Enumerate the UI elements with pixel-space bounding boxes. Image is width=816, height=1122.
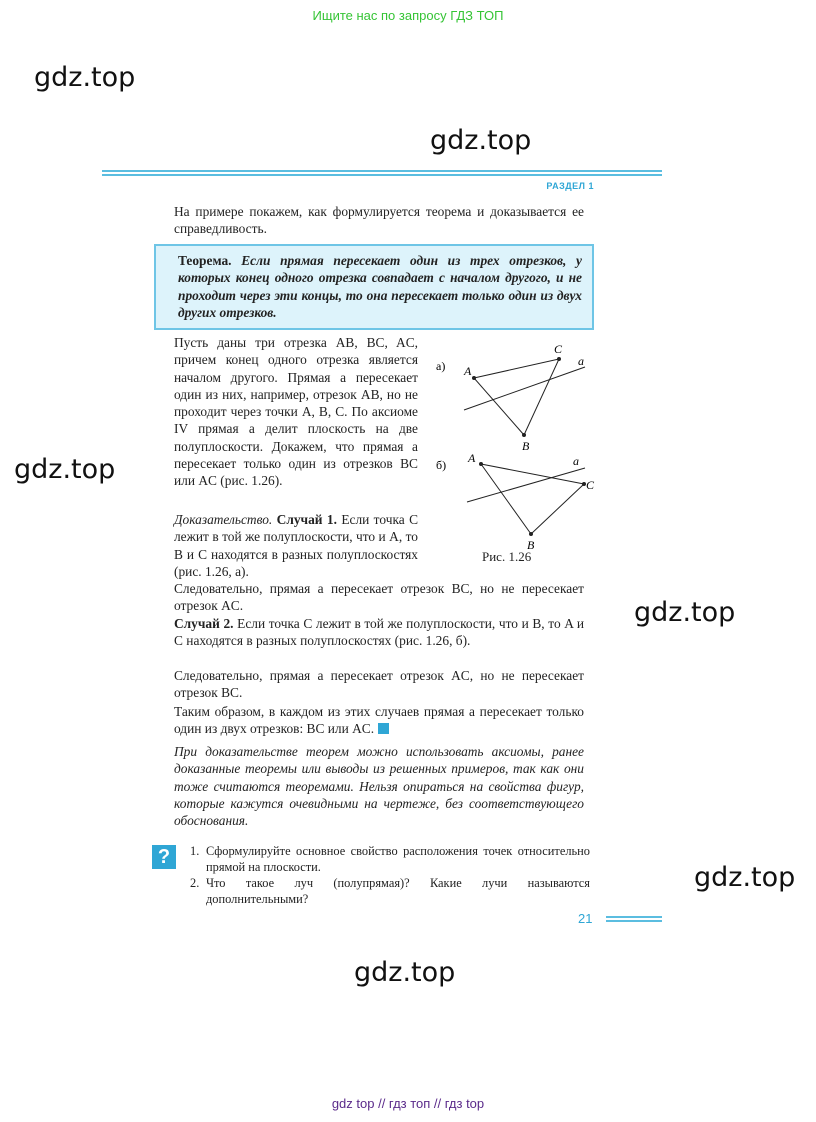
label-line-a-b: a [573, 454, 579, 468]
intro-paragraph: На примере покажем, как формулируется теорема и доказывается ее справедливость. [174, 204, 584, 237]
question-text: Сформулируйте основное свойство расположения точек относительно прямой на плоскости. [206, 844, 590, 874]
figure-1-26 [430, 340, 610, 555]
page-number: 21 [578, 911, 593, 926]
watermark: gdz.top [354, 957, 456, 988]
question-item [190, 875, 590, 907]
watermark: gdz.top [14, 454, 116, 485]
line-a-panel-a [464, 367, 585, 410]
point-b-a [522, 433, 526, 437]
question-number: 1. [190, 844, 200, 858]
label-a-b: A [468, 451, 476, 465]
question-item [190, 843, 590, 875]
label-b-b: B [527, 538, 535, 552]
questions-list [190, 843, 590, 907]
case1-label: Случай 1. [276, 512, 337, 527]
label-c-a: C [554, 342, 563, 356]
segment-bc-b [531, 484, 584, 534]
question-icon: ? [152, 845, 176, 869]
watermark: gdz.top [34, 62, 136, 93]
figure-caption: Рис. 1.26 [482, 549, 532, 564]
footer-rule [606, 916, 662, 924]
case2-text: Если точка C лежит в той же полуплоскости, что и B, то A и C находятся в разных полуплоскостях (рис. 1.26, б). [174, 616, 584, 649]
case1-text: Если точка C лежит в той же полуплоскости, что и A, то B и C находятся в разных полуплоскостях (рис. 1.26, а). [174, 512, 418, 579]
point-c-a [557, 357, 561, 361]
segment-ab-a [474, 378, 524, 435]
watermark: gdz.top [634, 597, 736, 628]
question-text: Что такое луч (полупрямая)? Какие лучи называются дополнительными? [206, 876, 590, 906]
segment-ab-b [481, 464, 531, 534]
segment-bc-a [524, 359, 559, 435]
segment-ac-b [481, 464, 584, 484]
case1-conclusion: Следовательно, прямая a пересекает отрезок BC, но не пересекает отрезок AC. [174, 581, 584, 614]
end-of-proof-icon [378, 723, 389, 734]
theorem-text: Если прямая пересекает один из трех отрезков, у которых конец одного отрезка совпадает с началом другого, и не проходит через эти концы, то она пересекает только один из двух других отрезков. [178, 253, 582, 320]
theorem-label: Теорема. [178, 253, 232, 268]
bottom-links[interactable]: gdz top // гдз топ // гдз top [331, 1096, 485, 1111]
segment-ac-a [474, 359, 559, 378]
label-c-b: C [586, 478, 595, 492]
proof-case1 [174, 511, 418, 580]
section-label: РАЗДЕЛ 1 [546, 181, 594, 191]
label-a-a: A [464, 364, 472, 378]
top-banner[interactable]: Ищите нас по запросу ГДЗ ТОП [312, 8, 504, 23]
label-line-a-a: a [578, 354, 584, 368]
case2-label: Случай 2. [174, 616, 234, 631]
question-number: 2. [190, 876, 200, 890]
case2-conclusion: Следовательно, прямая a пересекает отрезок AC, но не пересекает отрезок BC. [174, 668, 584, 701]
proof-final [174, 703, 584, 738]
final-text: Таким образом, в каждом из этих случаев прямая a пересекает только один из двух отрезков: BC или AC. [174, 704, 584, 737]
theorem-box [154, 244, 594, 330]
header-rule [102, 170, 662, 178]
methodology-note: При доказательстве теорем можно использовать аксиомы, ранее доказанные теоремы или выводы из решенных примеров, так как они тоже считаются теоремами. Нельзя опираться на свойства фигур, которые кажутся очевидными на чертеже, без соответствующего обоснования. [174, 744, 584, 829]
point-a-b [479, 462, 483, 466]
panel-a-label: а) [436, 359, 446, 373]
point-a-a [472, 376, 476, 380]
panel-b-label: б) [436, 458, 447, 472]
watermark: gdz.top [430, 125, 532, 156]
proof-case2 [174, 615, 584, 650]
body-paragraph: Пусть даны три отрезка AB, BC, AC, причем конец одного отрезка является началом другого. Прямая a пересекает один из них, например, отрезок AB, но не проходит через точки A, B, C. По аксиоме IV прямая a делит плоскость на две полуплоскости. Докажем, что прямая a пересекает только один из отрезков BC или AC (рис. 1.26). [174, 335, 418, 489]
watermark: gdz.top [694, 862, 796, 893]
proof-label: Доказательство. [174, 512, 273, 527]
point-b-b [529, 532, 533, 536]
label-b-a: B [522, 439, 530, 453]
